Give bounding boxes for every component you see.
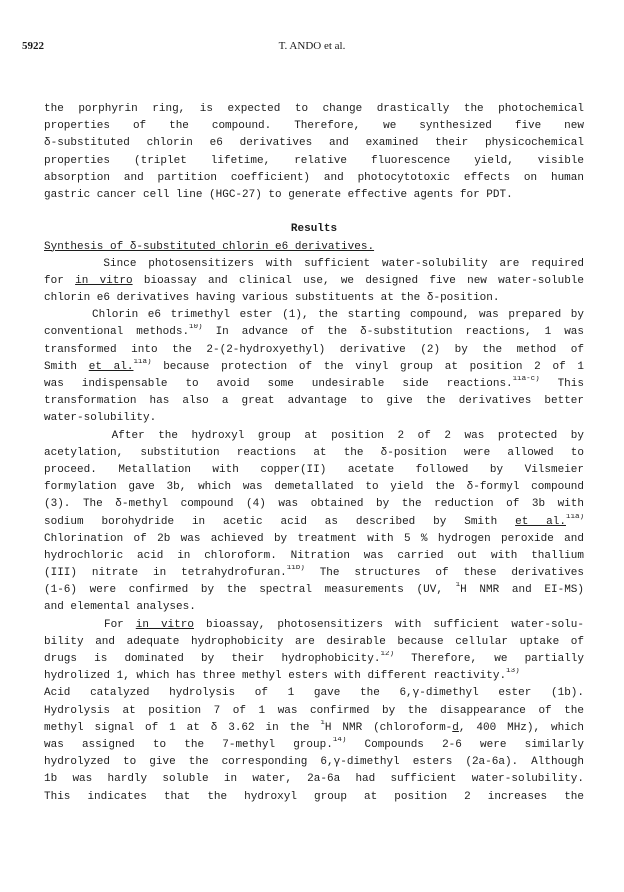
text-line: 1b was hardly soluble in water, 2a-6a had sufficient water-solubility. [44, 773, 584, 786]
solvent-deuterated-text: d [452, 721, 459, 734]
citation-superscript: 13) [506, 668, 520, 676]
nmr-superscript: 1 [320, 719, 325, 727]
text-line: Hydrolysis at position 7 of 1 was confirmed by the disappearance of the [44, 704, 584, 717]
text-line [44, 376, 584, 393]
in-vitro-text: in vitro [75, 274, 133, 287]
text-line: Since photosensitizers with sufficient water-solubility are required [44, 257, 584, 270]
text-line: δ-substituted chlorin e6 derivatives and examined their physicochemical [44, 137, 584, 150]
text-segment: The structures of these derivatives [304, 567, 584, 580]
text-line: chlorin e6 derivatives having various substituents at the δ-position. [44, 292, 500, 305]
text-line [44, 582, 584, 599]
text-segment: Smith [44, 360, 89, 373]
text-segment: (III) nitrate in tetrahydrofuran. [44, 567, 287, 580]
text-line [44, 720, 584, 737]
text-line: proceed. Metallation with copper(II) acetate followed by Vilsmeier [44, 463, 584, 476]
text-segment: was indispensable to avoid some undesirable side reactions. [44, 378, 513, 390]
subsection-title-text: Synthesis of δ-substituted chlorin e6 derivatives. [44, 240, 375, 253]
citation-superscript: 14) [332, 736, 347, 744]
text-line: (3). The δ-methyl compound (4) was obtained by the reduction of 3b with [44, 498, 584, 511]
text-line: properties (triplet lifetime, relative fluorescence yield, visible [44, 154, 584, 167]
text-line: Chlorin e6 trimethyl ester (1), the starting compound, was prepared by [44, 309, 584, 322]
text-line: Chlorination of 2b was achieved by treatment with 5 % hydrogen peroxide and [44, 532, 584, 545]
text-line [44, 565, 584, 582]
text-line: acetylation, substitution reactions at the δ-position were allowed to [44, 446, 584, 459]
citation-superscript: 11a) [565, 513, 584, 521]
text-line [44, 514, 584, 531]
text-line [44, 324, 584, 341]
nmr-superscript: 1 [455, 582, 461, 590]
text-segment: drugs is dominated by their hydrophobicity. [44, 653, 381, 665]
spacer [44, 204, 584, 221]
text-segment: This [539, 378, 584, 390]
section-title: Results [290, 223, 338, 236]
text-line: This indicates that the hydroxyl group at position 2 increases the [44, 790, 584, 803]
text-segment: Compounds 2-6 were similarly [346, 738, 584, 751]
text-segment: , 400 MHz), which [458, 721, 584, 734]
citation-superscript: 11b) [286, 565, 305, 573]
citation-superscript: 11a-c) [512, 376, 540, 383]
text-line [44, 737, 584, 754]
text-segment: because protection of the vinyl group at position 2 of 1 [151, 360, 584, 373]
paragraph-3 [44, 428, 584, 617]
text-line: transformation has also a great advantage to give the derivatives better [44, 395, 584, 408]
text-segment: For [44, 618, 136, 631]
text-segment: conventional methods. [44, 326, 190, 339]
text-line: formylation gave 3b, which was demetallated to yield the δ-formyl compound [44, 481, 584, 494]
text-line: water-solubility. [44, 412, 157, 425]
text-line [44, 651, 584, 668]
text-segment: H NMR (chloroform- [324, 721, 453, 734]
et-al-text: et al. [88, 360, 134, 373]
text-segment: for [44, 274, 76, 287]
text-line: absorption and partition coefficient) and photocytotoxic effects on human [44, 171, 584, 184]
text-segment: methyl signal of 1 at δ 3.62 in the [44, 721, 321, 734]
text-line: hydrochloric acid in chloroform. Nitration was carried out with thallium [44, 549, 584, 562]
paragraph-4 [44, 617, 584, 806]
text-segment: (1-6) were confirmed by the spectral measurements (UV, [44, 584, 456, 597]
text-line: transformed into the 2-(2-hydroxyethyl) derivative (2) by the method of [44, 343, 584, 356]
subsection-title [44, 239, 584, 256]
text-line: After the hydroxyl group at position 2 of 2 was protected by [44, 429, 584, 442]
running-header-author: T. ANDO et al. [278, 40, 346, 52]
text-line [44, 359, 584, 376]
et-al-text: et al. [515, 515, 566, 528]
text-line: bility and adequate hydrophobicity are desirable because cellular uptake of [44, 635, 584, 648]
citation-superscript: 11a) [133, 358, 152, 366]
paragraph-2 [44, 307, 584, 427]
text-segment: bioassay and clinical use, we designed five new water-soluble [132, 274, 584, 287]
text-segment: In advance of the δ-substitution reactions, 1 was [202, 326, 584, 339]
text-segment: Therefore, we partially [393, 653, 584, 665]
text-line: and elemental analyses. [44, 601, 196, 614]
text-line: gastric cancer cell line (HGC-27) to generate effective agents for PDT. [44, 188, 513, 201]
text-segment: hydrolized 1, which has three methyl esters with different reactivity. [44, 670, 507, 683]
text-segment: was assigned to the 7-methyl group. [44, 738, 333, 751]
text-line [44, 617, 584, 634]
text-line: properties of the compound. Therefore, we synthesized five new [44, 120, 584, 133]
citation-superscript: 10) [189, 324, 203, 332]
in-vitro-text: in vitro [135, 618, 194, 631]
text-segment: H NMR and EI-MS) [460, 584, 584, 597]
intro-paragraph [44, 101, 584, 204]
text-segment: bioassay, photosensitizers with sufficient water-solu- [193, 618, 584, 631]
page-number: 5922 [22, 40, 44, 52]
text-line: the porphyrin ring, is expected to change drastically the photochemical [44, 103, 584, 115]
article-body [44, 101, 584, 806]
text-segment: sodium borohydride in acetic acid as described by Smith [44, 515, 516, 528]
text-line [44, 273, 584, 290]
citation-superscript: 12) [380, 651, 394, 658]
text-line: Acid catalyzed hydrolysis of 1 gave the 6,γ-dimethyl ester (1b). [44, 687, 584, 700]
text-line: hydrolyzed to give the corresponding 6,γ-dimethyl esters (2a-6a). Although [44, 756, 584, 769]
paragraph-1 [44, 256, 584, 308]
text-line [44, 668, 584, 685]
